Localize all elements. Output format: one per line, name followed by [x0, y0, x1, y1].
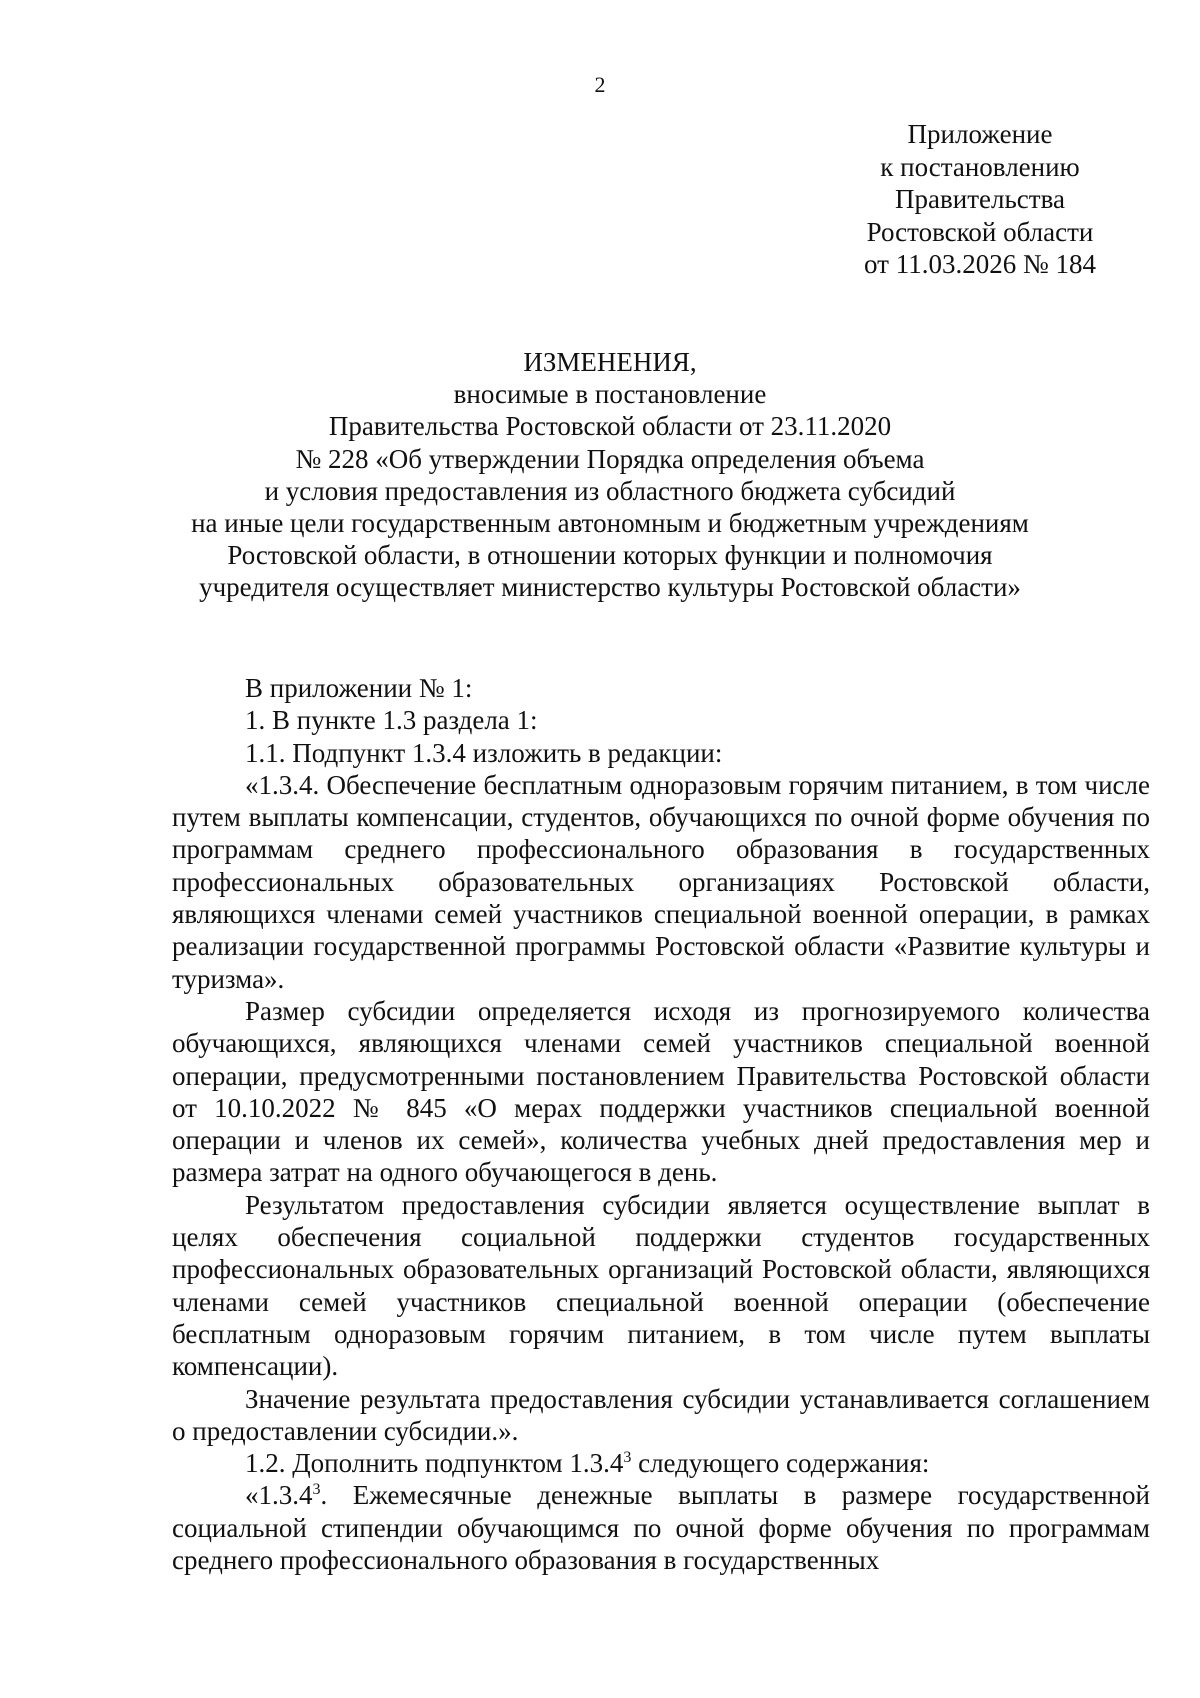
appendix-line: Правительства — [895, 184, 1065, 214]
heading-line: № 228 «Об утверждении Порядка определения объема — [295, 443, 925, 474]
paragraph: «1.3.4. Обеспечение бесплатным одноразовым горячим питанием, в том числе путем выплаты компенсации, студентов, обучающихся по очной форме обучения по программам среднего профессионального образования в государственных профессиональных образовательных организациях Ростовской области, являющихся членами семей участников специальной военной операции, в рамках реализации государственной программы Ростовской области «Развитие культуры и туризма». — [172, 769, 1150, 994]
paragraph: Значение результата предоставления субсидии устанавливается соглашением о предоставлении субсидии.». — [172, 1383, 1150, 1446]
text-fragment: следующего содержания: — [631, 1448, 930, 1479]
document-body — [172, 672, 1150, 1576]
paragraph — [172, 1479, 1150, 1576]
superscript: 3 — [312, 1481, 321, 1499]
document-heading — [120, 346, 1100, 604]
heading-line: Ростовской области, в отношении которых функции и полномочия — [227, 540, 993, 571]
paragraph: 1.1. Подпункт 1.3.4 изложить в редакции: — [245, 737, 723, 768]
text-fragment: . Ежемесячные денежные выплаты в размере государственной социальной стипендии обучающимся по очной форме обучения по программам среднего профессионального образования в государственных — [172, 1480, 1150, 1576]
heading-line: учредителя осуществляет министерство культуры Ростовской области» — [199, 572, 1021, 603]
appendix-line: от 11.03.2026 № 184 — [864, 249, 1096, 279]
heading-line: Правительства Ростовской области от 23.11.2020 — [328, 411, 892, 442]
paragraph: Результатом предоставления субсидии является осуществление выплат в целях обеспечения социальной поддержки студентов государственных профессиональных образовательных организаций Ростовской области, являющихся членами семей участников специальной военной операции (обеспечение бесплатным одноразовым горячим питанием, в том числе путем выплаты компенсации). — [172, 1189, 1150, 1382]
page-number: 2 — [594, 72, 606, 97]
appendix-line: к постановлению — [880, 151, 1080, 182]
heading-line: вносимые в постановление — [453, 379, 767, 410]
paragraph — [172, 1447, 1150, 1479]
appendix-line: Приложение — [907, 119, 1053, 149]
paragraph: Размер субсидии определяется исходя из прогнозируемого количества обучающихся, являющихся членами семей участников специальной военной операции, предусмотренными постановлением Правительства Ростовской области от 10.10.2022 № 845 «О мерах поддержки участников специальной военной операции и членов их семей», количества учебных дней предоставления мер и размера затрат на одного обучающегося в день. — [172, 995, 1150, 1188]
text-fragment: «1.3.4 — [245, 1480, 313, 1511]
text-fragment: 1.2. Дополнить подпунктом 1.3.4 — [245, 1448, 624, 1479]
heading-line: и условия предоставления из областного бюджета субсидий — [264, 475, 956, 506]
heading-title: ИЗМЕНЕНИЯ, — [523, 347, 697, 377]
appendix-line: Ростовской области — [866, 216, 1094, 247]
paragraph: 1. В пункте 1.3 раздела 1: — [245, 705, 538, 736]
appendix-block — [830, 118, 1130, 281]
paragraph: В приложении № 1: — [245, 673, 473, 703]
superscript: 3 — [623, 1449, 632, 1467]
heading-line: на иные цели государственным автономным и бюджетным учреждениям — [191, 508, 1029, 539]
